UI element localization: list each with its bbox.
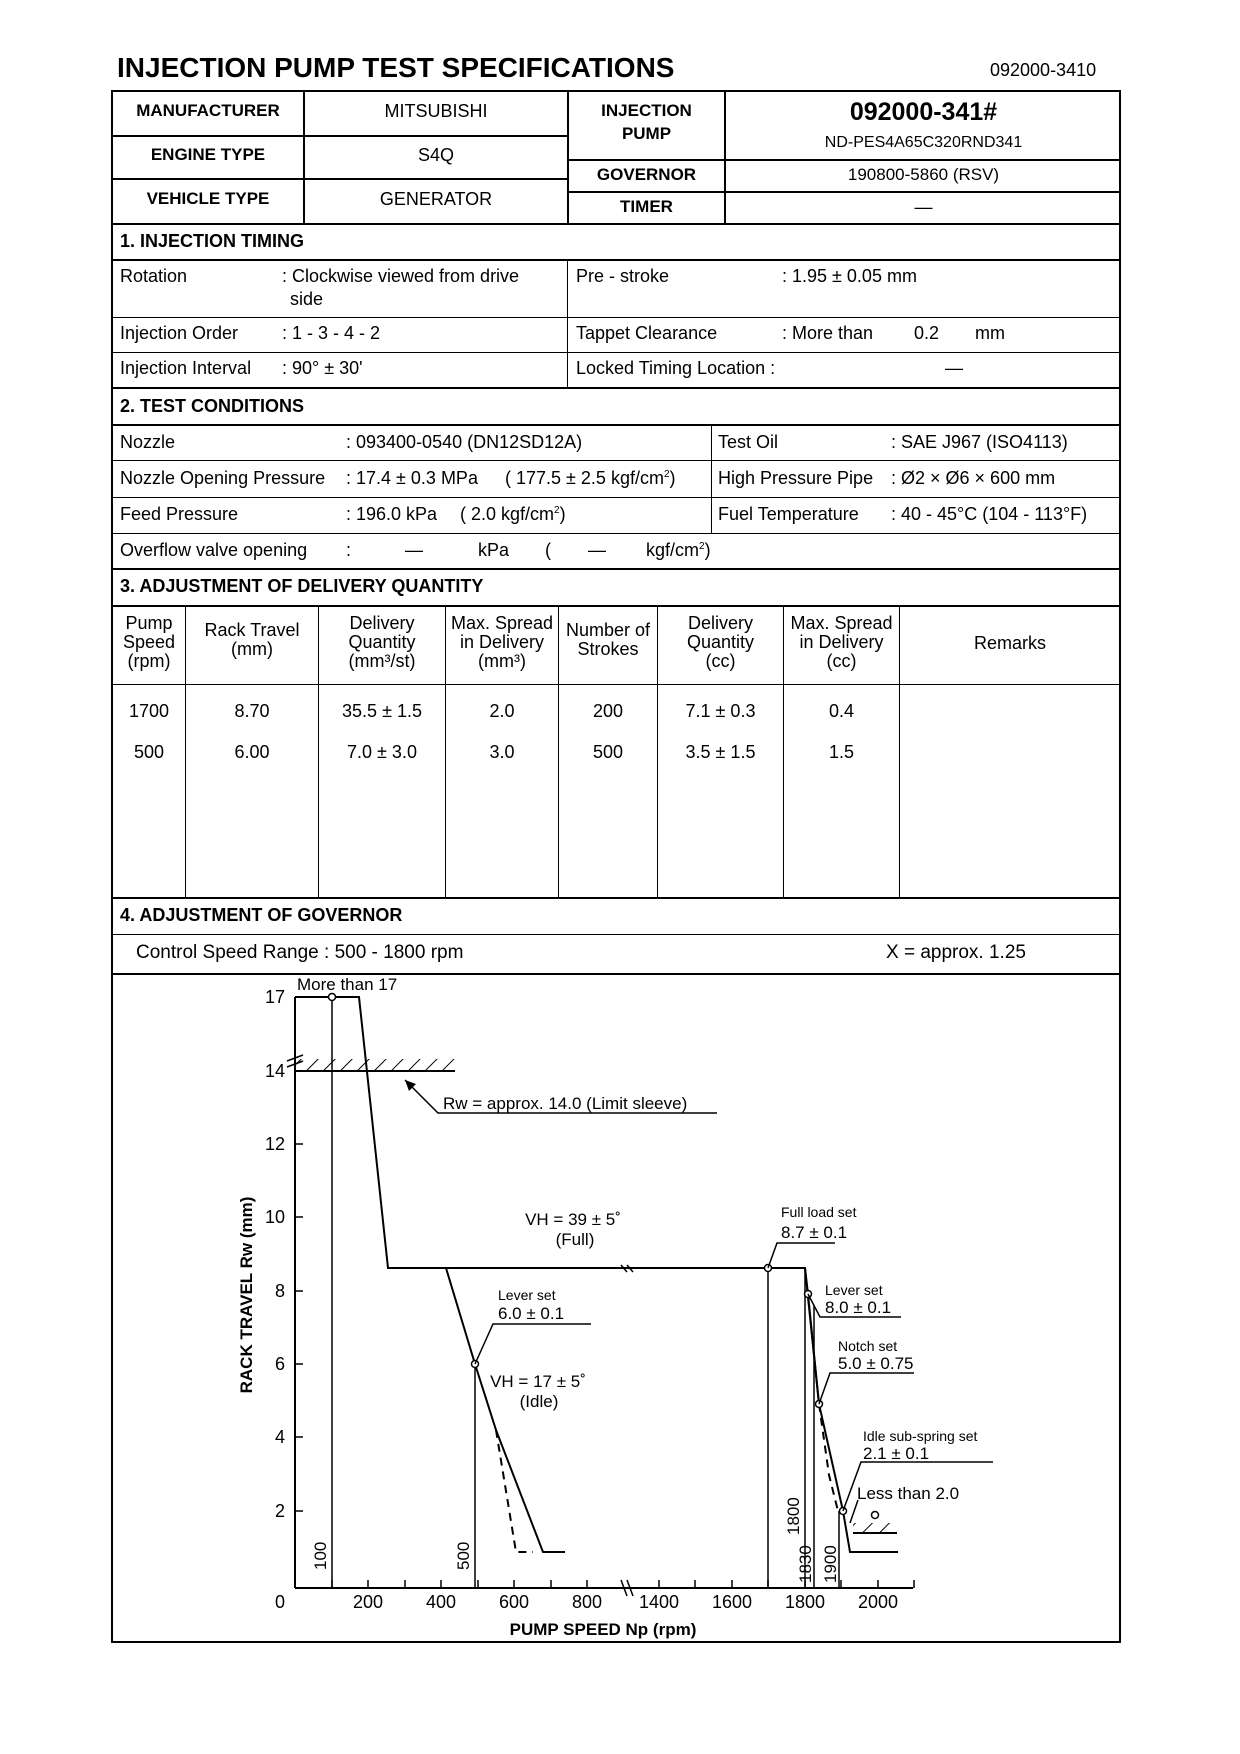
speed-label-1800: 1800 — [784, 1497, 803, 1535]
speed-label-100: 100 — [311, 1541, 330, 1570]
fuel-temperature-value: : 40 - 45°C (104 - 113°F) — [891, 504, 1088, 524]
test-oil-label: Test Oil — [718, 432, 779, 452]
manufacturer-label: MANUFACTURER — [136, 101, 280, 120]
column-header: Quantity — [686, 632, 755, 652]
x-tick-label: 1400 — [638, 1592, 680, 1612]
column-header: Strokes — [577, 639, 639, 659]
governor-value: 190800-5860 (RSV) — [847, 165, 1000, 184]
high-pressure-pipe-value: : Ø2 × Ø6 × 600 mm — [891, 468, 1056, 488]
x-tick-label: 200 — [352, 1592, 384, 1612]
table-cell: 8.70 — [234, 701, 270, 721]
full-load-set-label: Full load set — [781, 1204, 857, 1220]
page-title: INJECTION PUMP TEST SPECIFICATIONS — [117, 52, 675, 83]
y-axis-label: RACK TRAVEL Rw (mm) — [237, 1196, 256, 1394]
table-cell: 500 — [133, 742, 165, 762]
vehicle-type-label: VEHICLE TYPE — [146, 189, 270, 208]
injection-pump-label: INJECTION — [601, 101, 692, 120]
column-header: (mm³) — [478, 651, 526, 671]
injection-interval-value: : 90° ± 30' — [282, 358, 363, 378]
idle-sub-spring-label: Idle sub-spring set — [863, 1428, 978, 1444]
column-header: Rack Travel — [204, 620, 300, 640]
control-speed-range: Control Speed Range : 500 - 1800 rpm — [136, 942, 464, 963]
feed-pressure-kpa: : 196.0 kPa — [346, 504, 438, 524]
column-header: (cc) — [826, 651, 857, 671]
x-tick-label: 800 — [571, 1592, 603, 1612]
vh-full-label: VH = 39 ± 5˚ — [525, 1210, 621, 1229]
timer-value: — — [914, 197, 933, 217]
injection-pump-label-2: PUMP — [621, 124, 672, 143]
test-conditions-heading: 2. TEST CONDITIONS — [120, 396, 305, 416]
speed-label-500: 500 — [454, 1541, 473, 1570]
overflow-valve-paren: ( — [545, 540, 551, 560]
nozzle-label: Nozzle — [120, 432, 176, 452]
governor-adjustment-heading: 4. ADJUSTMENT OF GOVERNOR — [120, 905, 403, 925]
vh-idle-sub: (Idle) — [519, 1392, 559, 1411]
nozzle-opening-pressure-label: Nozzle Opening Pressure — [120, 468, 326, 488]
point-less-than-2 — [872, 1512, 879, 1519]
limit-sleeve-label: Rw = approx. 14.0 (Limit sleeve) — [443, 1094, 688, 1113]
lever-set-low-label: Lever set — [498, 1287, 556, 1303]
injection-order-value: : 1 - 3 - 4 - 2 — [282, 323, 381, 343]
high-pressure-pipe-label: High Pressure Pipe — [718, 468, 874, 488]
vh-full-sub: (Full) — [555, 1230, 595, 1249]
table-cell: 7.1 ± 0.3 — [685, 701, 756, 721]
table-cell: 0.4 — [828, 701, 855, 721]
engine-type-value: S4Q — [417, 145, 455, 165]
x-tick-label: 1800 — [784, 1592, 826, 1612]
test-oil-value: : SAE J967 (ISO4113) — [891, 432, 1068, 452]
y-tick-label: 17 — [264, 987, 285, 1007]
notch-set-label: Notch set — [838, 1338, 898, 1354]
table-cell: 2.0 — [489, 701, 515, 721]
column-header: Pump — [125, 613, 173, 633]
tappet-clearance-prefix: : More than — [782, 323, 874, 343]
nozzle-opening-pressure-mpa: : 17.4 ± 0.3 MPa — [346, 468, 478, 488]
y-tick-label: 6 — [274, 1354, 285, 1374]
column-header: Speed — [122, 632, 176, 652]
column-header: (rpm) — [127, 651, 171, 671]
rotation-value: : Clockwise viewed from drive — [282, 266, 520, 286]
overflow-valve-label: Overflow valve opening — [120, 540, 308, 560]
column-header: Number of — [565, 620, 651, 640]
y-tick-label: 0 — [274, 1592, 285, 1612]
y-tick-label: 4 — [274, 1427, 285, 1447]
overflow-valve-kgf-unit: kgf/$cm^2$) — [646, 540, 711, 560]
lever-set-high-value: 8.0 ± 0.1 — [825, 1298, 892, 1317]
prestroke-label: Pre - stroke — [576, 266, 670, 286]
nozzle-opening-pressure-kgf: ( 177.5 ± 2.5 kgf/$cm^2$) — [505, 468, 676, 488]
feed-pressure-kgf: ( 2.0 kgf/$cm^2$) — [460, 504, 566, 524]
column-header: (cc) — [705, 651, 736, 671]
rotation-value-2: side — [290, 289, 324, 309]
overflow-valve-colon: : — [346, 540, 352, 560]
lever-set-low-value: 6.0 ± 0.1 — [498, 1304, 565, 1323]
table-cell: 7.0 ± 3.0 — [347, 742, 417, 762]
x-tick-label: 2000 — [857, 1592, 899, 1612]
table-cell: 3.5 ± 1.5 — [685, 742, 756, 762]
tappet-clearance-label: Tappet Clearance — [576, 323, 718, 343]
speed-label-1830: 1830 — [796, 1545, 815, 1583]
column-header: Remarks — [973, 633, 1046, 653]
y-tick-label: 12 — [264, 1134, 285, 1154]
injection-pump-model: ND-PES4A65C320RND341 — [824, 134, 1023, 151]
column-header: Max. Spread — [450, 613, 554, 633]
y-tick-label: 8 — [274, 1281, 285, 1301]
notch-set-value: 5.0 ± 0.75 — [838, 1354, 914, 1373]
column-header: in Delivery — [459, 632, 545, 652]
injection-interval-label: Injection Interval — [120, 358, 252, 378]
overflow-valve-kpa-unit: kPa — [478, 540, 510, 560]
table-cell: 3.0 — [489, 742, 515, 762]
x-axis-label: PUMP SPEED Np (rpm) — [509, 1620, 697, 1639]
locked-timing-label: Locked Timing Location : — [576, 358, 776, 378]
overflow-valve-kgf-value: — — [588, 540, 606, 560]
delivery-quantity-heading: 3. ADJUSTMENT OF DELIVERY QUANTITY — [120, 576, 484, 596]
idle-dashed-curve — [496, 1430, 533, 1552]
y-tick-label: 10 — [264, 1207, 285, 1227]
table-cell: 1.5 — [828, 742, 855, 762]
lever-set-high-label: Lever set — [825, 1282, 883, 1298]
vehicle-type-value: GENERATOR — [379, 189, 493, 209]
tappet-clearance-value: 0.2 — [914, 323, 940, 343]
table-cell: 35.5 ± 1.5 — [342, 701, 422, 721]
overflow-valve-kpa-value: — — [405, 540, 423, 560]
limit-sleeve-hatch — [295, 1059, 455, 1071]
full-load-set-value: 8.7 ± 0.1 — [781, 1223, 848, 1242]
rotation-label: Rotation — [120, 266, 188, 286]
full-load-curve — [295, 997, 898, 1552]
feed-pressure-label: Feed Pressure — [120, 504, 239, 524]
fuel-temperature-label: Fuel Temperature — [718, 504, 859, 524]
injection-timing-heading: 1. INJECTION TIMING — [120, 231, 305, 251]
column-header: in Delivery — [799, 632, 884, 652]
column-header: Delivery — [687, 613, 753, 633]
injection-pump-number: 092000-341# — [849, 98, 998, 126]
locked-timing-value: — — [945, 358, 963, 378]
manufacturer-value: MITSUBISHI — [384, 101, 488, 121]
notch-dashed-curve — [819, 1404, 838, 1511]
table-cell: 1700 — [128, 701, 170, 721]
speed-label-1900: 1900 — [821, 1545, 840, 1583]
injection-order-label: Injection Order — [120, 323, 239, 343]
y-tick-label: 14 — [264, 1061, 285, 1081]
point-more-than-17 — [329, 994, 336, 1001]
more-than-17-label: More than 17 — [297, 975, 398, 994]
table-cell: 200 — [592, 701, 624, 721]
column-header: Max. Spread — [790, 613, 893, 633]
prestroke-value: : 1.95 ± 0.05 mm — [782, 266, 917, 286]
governor-chart — [113, 975, 1119, 1641]
column-header: Quantity — [348, 632, 416, 652]
nozzle-value: : 093400-0540 (DN12SD12A) — [346, 432, 583, 452]
engine-type-label: ENGINE TYPE — [150, 145, 266, 164]
column-header: (mm) — [231, 639, 273, 659]
x-approx: X = approx. 1.25 — [886, 942, 1026, 963]
table-cell: 6.00 — [234, 742, 270, 762]
table-cell: 500 — [592, 742, 624, 762]
doc-code: 092000-3410 — [990, 60, 1097, 80]
tappet-clearance-unit: mm — [975, 323, 1005, 343]
x-tick-label: 1600 — [711, 1592, 753, 1612]
less-than-2-label: Less than 2.0 — [857, 1484, 960, 1503]
y-tick-label: 2 — [274, 1501, 285, 1521]
x-tick-label: 400 — [425, 1592, 457, 1612]
column-header: Delivery — [349, 613, 415, 633]
vh-idle-label: VH = 17 ± 5˚ — [490, 1372, 586, 1391]
x-tick-label: 600 — [498, 1592, 530, 1612]
timer-label: TIMER — [620, 197, 673, 216]
governor-label: GOVERNOR — [596, 165, 697, 184]
idle-sub-spring-value: 2.1 ± 0.1 — [863, 1444, 930, 1463]
column-header: (mm³/st) — [348, 651, 416, 671]
